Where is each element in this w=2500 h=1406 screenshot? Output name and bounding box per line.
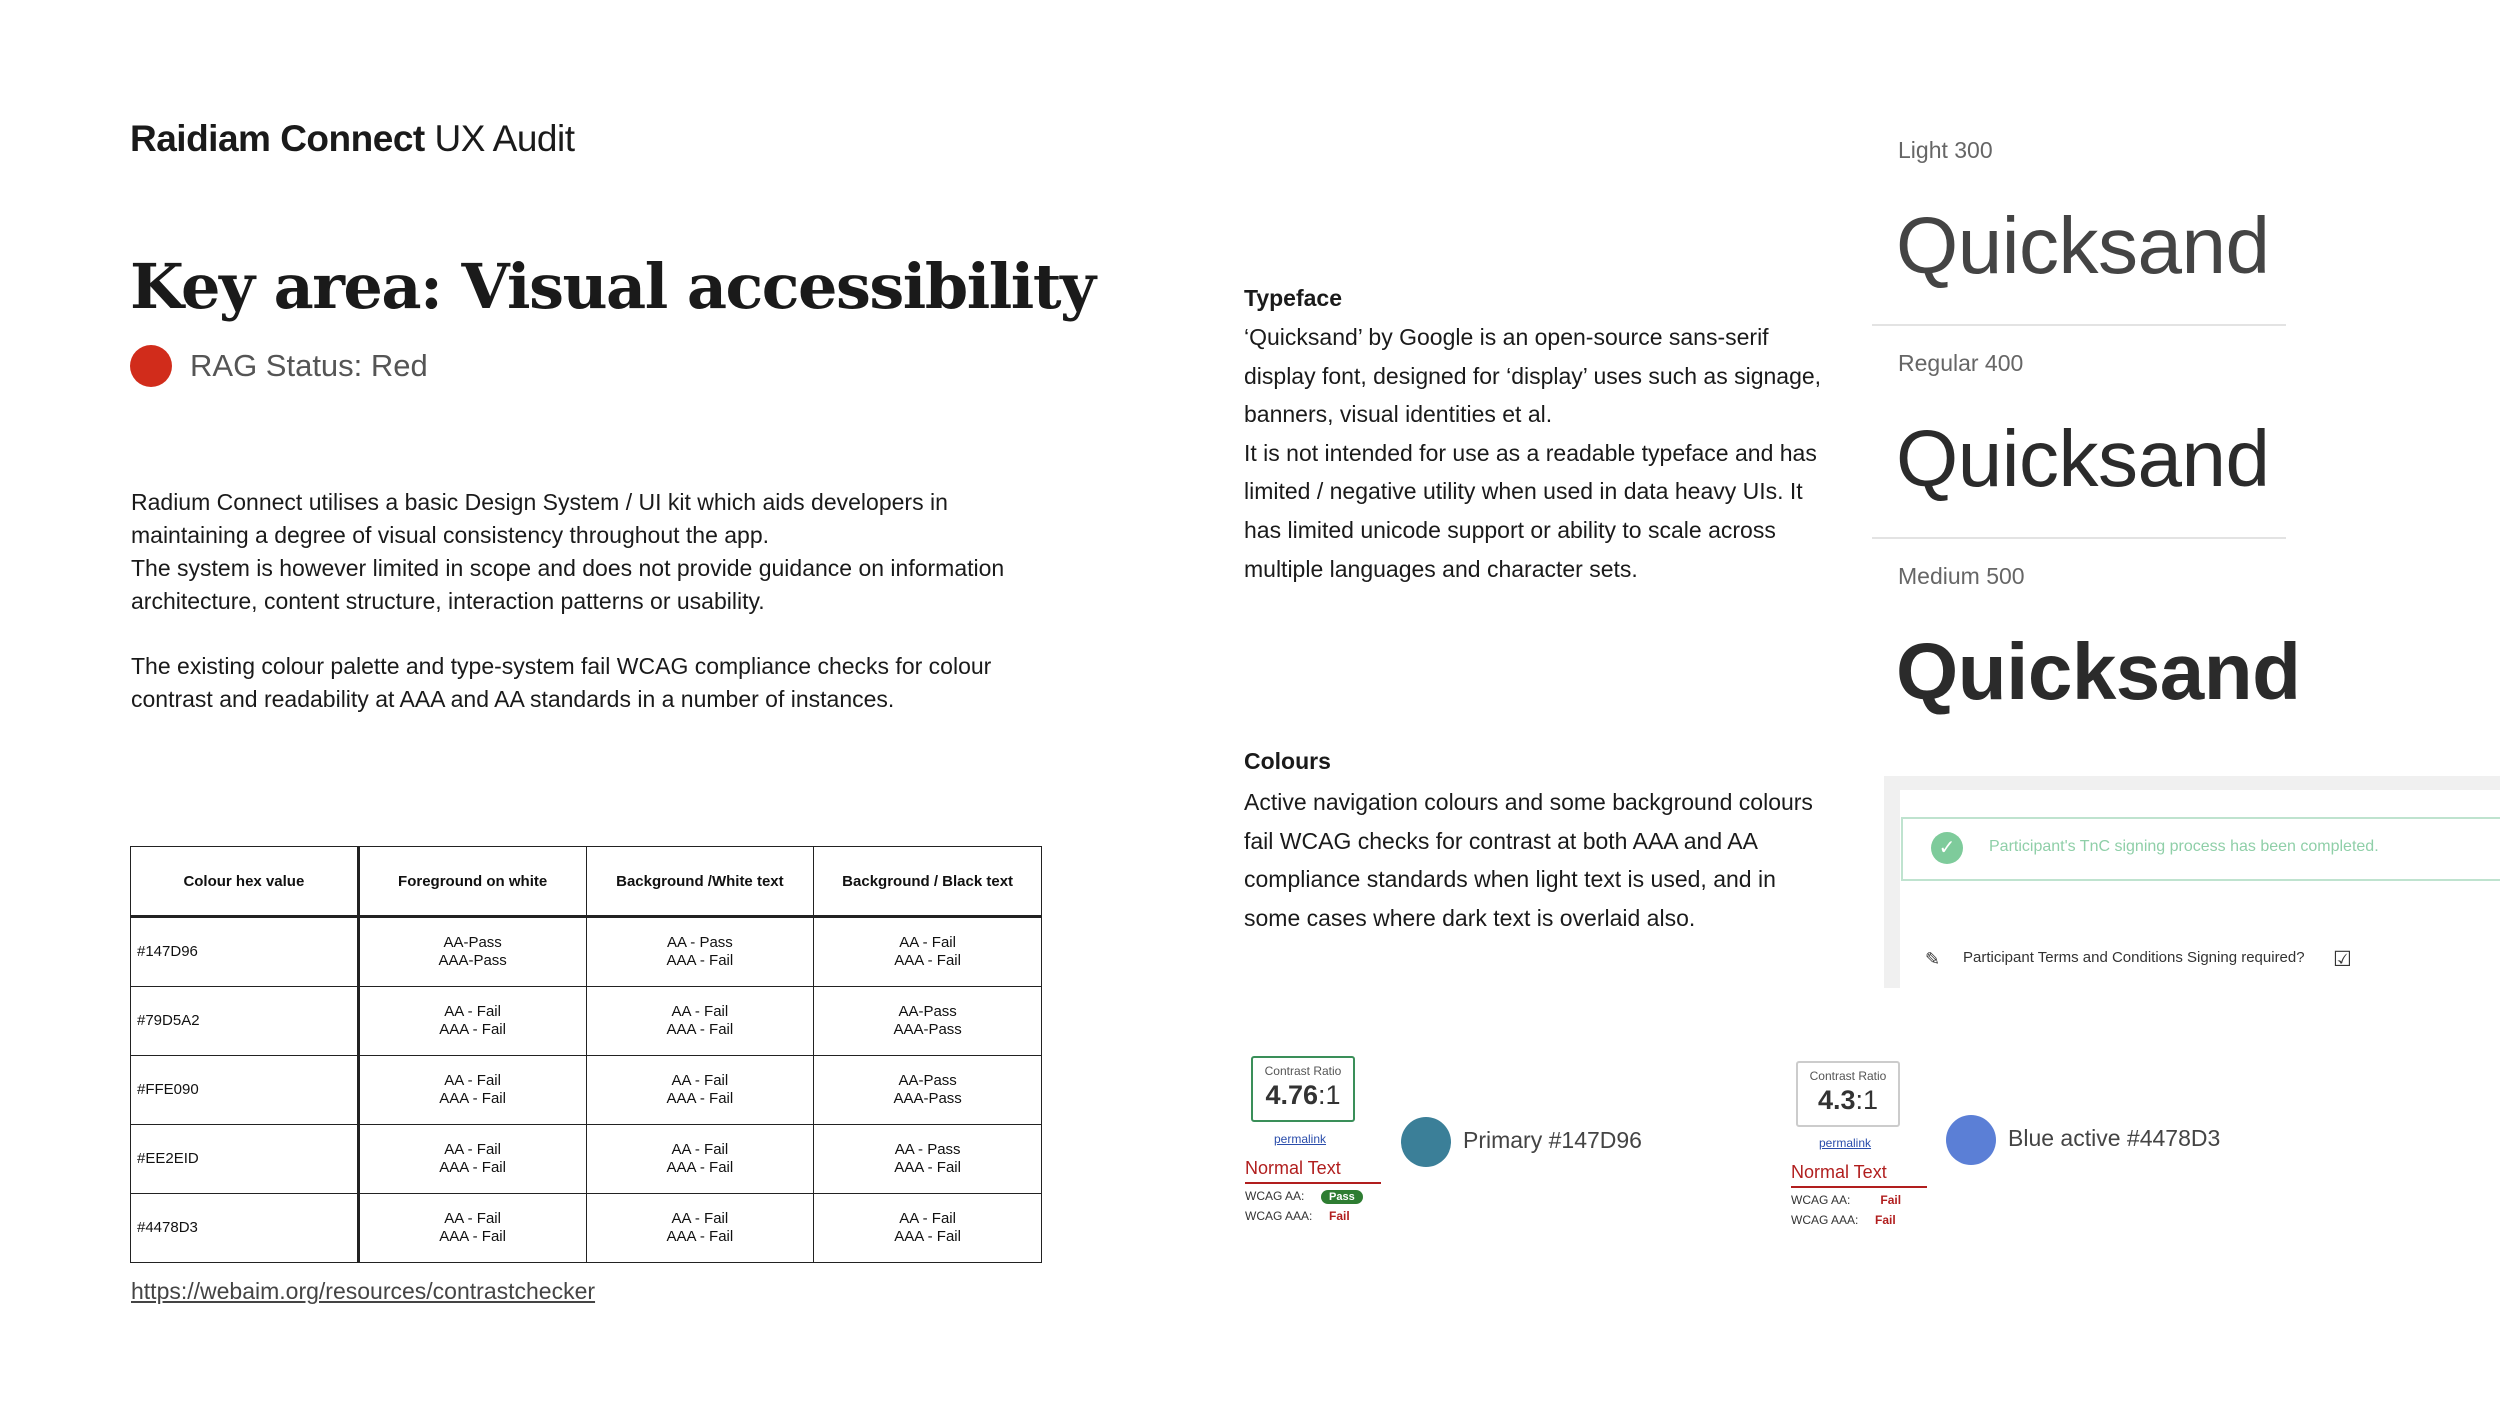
brand-name: Raidiam Connect — [130, 118, 425, 159]
hex-cell: #79D5A2 — [131, 987, 359, 1056]
hex-cell: #4478D3 — [131, 1194, 359, 1263]
permalink-link[interactable]: permalink — [1274, 1132, 1327, 1146]
aa-result-badge: Pass — [1321, 1190, 1363, 1204]
colours-heading: Colours — [1244, 748, 1331, 774]
column-header: Colour hex value — [131, 847, 359, 917]
contrast-table — [130, 846, 1042, 1263]
wcag-aa-row: WCAG AA: Fail — [1791, 1193, 1902, 1207]
intro-line: architecture, content structure, interaction patterns or usability. — [131, 588, 765, 614]
intro-line: The existing colour palette and type-system fail WCAG compliance checks for colour — [131, 653, 992, 679]
font-sample-regular: Quicksand — [1896, 414, 2270, 503]
colours-line: some cases where dark text is overlaid also. — [1244, 904, 1696, 931]
contrast-ratio-box — [1796, 1061, 1900, 1127]
contrast-ratio-box — [1251, 1056, 1355, 1122]
result-cell: AA - Fail AAA - Fail — [586, 1125, 814, 1194]
intro-line: maintaining a degree of visual consistency throughout the app. — [131, 522, 770, 548]
result-cell: AA-Pass AAA-Pass — [814, 1056, 1042, 1125]
result-cell: AA - Fail AAA - Fail — [358, 1125, 586, 1194]
result-cell: AA-Pass AAA-Pass — [814, 987, 1042, 1056]
contrast-ratio-label: Contrast Ratio — [1264, 1064, 1342, 1078]
typeface-line: multiple languages and character sets. — [1244, 555, 1638, 582]
colours-paragraph — [1244, 783, 1824, 937]
column-header: Background / Black text — [814, 847, 1042, 917]
intro-line: contrast and readability at AAA and AA standards in a number of instances. — [131, 686, 895, 712]
table-row — [131, 987, 1042, 1056]
hex-cell: #147D96 — [131, 917, 359, 987]
typeface-heading: Typeface — [1244, 285, 1343, 311]
column-header: Foreground on white — [358, 847, 586, 917]
divider — [1872, 537, 2286, 539]
result-cell: AA - Fail AAA - Fail — [586, 987, 814, 1056]
table-row — [131, 1194, 1042, 1263]
aaa-result: Fail — [1329, 1209, 1350, 1223]
colours-line: fail WCAG checks for contrast at both AAA and AA — [1244, 827, 1758, 854]
result-cell: AA - Fail AAA - Fail — [814, 1194, 1042, 1263]
column-header: Background /White text — [586, 847, 814, 917]
color-swatch-primary — [1401, 1117, 1451, 1167]
checkbox-icon[interactable]: ☑ — [2333, 948, 2352, 971]
divider — [1872, 324, 2286, 326]
result-cell: AA - Fail AAA - Fail — [358, 1056, 586, 1125]
contrast-ratio-label: Contrast Ratio — [1809, 1069, 1887, 1083]
divider — [1245, 1182, 1381, 1184]
weight-label-regular: Regular 400 — [1898, 350, 2024, 376]
normal-text-label: Normal Text — [1791, 1162, 1887, 1182]
weight-label-medium: Medium 500 — [1898, 563, 2025, 589]
table-header-row — [131, 847, 1042, 917]
intro-line: Radium Connect utilises a basic Design System / UI kit which aids developers in — [131, 489, 948, 515]
result-cell: AA - Pass AAA - Fail — [814, 1125, 1042, 1194]
wcag-aaa-row: WCAG AAA: Fail — [1245, 1209, 1350, 1223]
typeface-paragraph — [1244, 318, 1824, 588]
swatch-label-blue-active: Blue active #4478D3 — [2008, 1125, 2221, 1151]
success-notice-text: Participant's TnC signing process has been completed. — [1989, 838, 2379, 855]
typeface-line: banners, visual identities et al. — [1244, 401, 1553, 428]
aaa-result: Fail — [1875, 1213, 1896, 1227]
permalink-link[interactable]: permalink — [1819, 1136, 1872, 1150]
contrast-ratio-value: 4.3:1 — [1817, 1085, 1879, 1115]
result-cell: AA - Fail AAA - Fail — [358, 1194, 586, 1263]
weight-label-light: Light 300 — [1898, 137, 1993, 163]
table-row — [131, 1125, 1042, 1194]
rag-status-dot — [130, 345, 172, 387]
hex-cell: #FFE090 — [131, 1056, 359, 1125]
wcag-aa-row: WCAG AA: Pass — [1245, 1189, 1363, 1204]
result-cell: AA - Fail AAA - Fail — [586, 1194, 814, 1263]
check-circle-icon: ✓ — [1931, 832, 1963, 864]
swatch-label-primary: Primary #147D96 — [1463, 1127, 1642, 1153]
contrast-ratio-value: 4.76:1 — [1265, 1080, 1341, 1110]
hex-cell: #EE2EID — [131, 1125, 359, 1194]
rag-status — [130, 345, 428, 387]
result-cell: AA - Pass AAA - Fail — [586, 917, 814, 987]
rag-status-label: RAG Status: Red — [190, 348, 428, 383]
aa-result: Fail — [1880, 1193, 1902, 1207]
divider — [1791, 1186, 1927, 1188]
intro-paragraph-1 — [131, 486, 1031, 618]
typeface-line: display font, designed for ‘display’ uses such as signage, — [1244, 362, 1822, 389]
font-sample-medium: Quicksand — [1896, 627, 2301, 716]
result-cell: AA - Fail AAA - Fail — [814, 917, 1042, 987]
document-icon: ✎ — [1925, 949, 1941, 969]
colours-line: Active navigation colours and some background colours — [1244, 789, 1813, 815]
typeface-line: ‘Quicksand’ by Google is an open-source sans-serif — [1244, 324, 1769, 350]
brand-subtitle: UX Audit — [434, 118, 575, 159]
brand-title — [130, 118, 574, 160]
result-cell: AA-Pass AAA-Pass — [358, 917, 586, 987]
table-row — [131, 1056, 1042, 1125]
typeface-line: has limited unicode support or ability to scale across — [1244, 516, 1776, 543]
signing-required-text: Participant Terms and Conditions Signing required? — [1963, 949, 2305, 966]
font-sample-light: Quicksand — [1896, 201, 2270, 290]
result-cell: AA - Fail AAA - Fail — [586, 1056, 814, 1125]
page-title: Key area: Visual accessibility — [130, 250, 1095, 323]
color-swatch-blue-active — [1946, 1115, 1996, 1165]
table-row — [131, 917, 1042, 987]
typeface-line: limited / negative utility when used in data heavy UIs. It — [1244, 478, 1803, 505]
result-cell: AA - Fail AAA - Fail — [358, 987, 586, 1056]
wcag-aaa-row: WCAG AAA: Fail — [1791, 1213, 1896, 1227]
intro-paragraph-2 — [131, 650, 1031, 716]
normal-text-label: Normal Text — [1245, 1158, 1341, 1178]
colours-line: compliance standards when light text is used, and in — [1244, 866, 1776, 893]
intro-line: The system is however limited in scope and does not provide guidance on information — [131, 555, 1005, 581]
contrast-checker-link[interactable]: https://webaim.org/resources/contrastchecker — [131, 1278, 596, 1304]
typeface-line: It is not intended for use as a readable typeface and has — [1244, 439, 1817, 466]
